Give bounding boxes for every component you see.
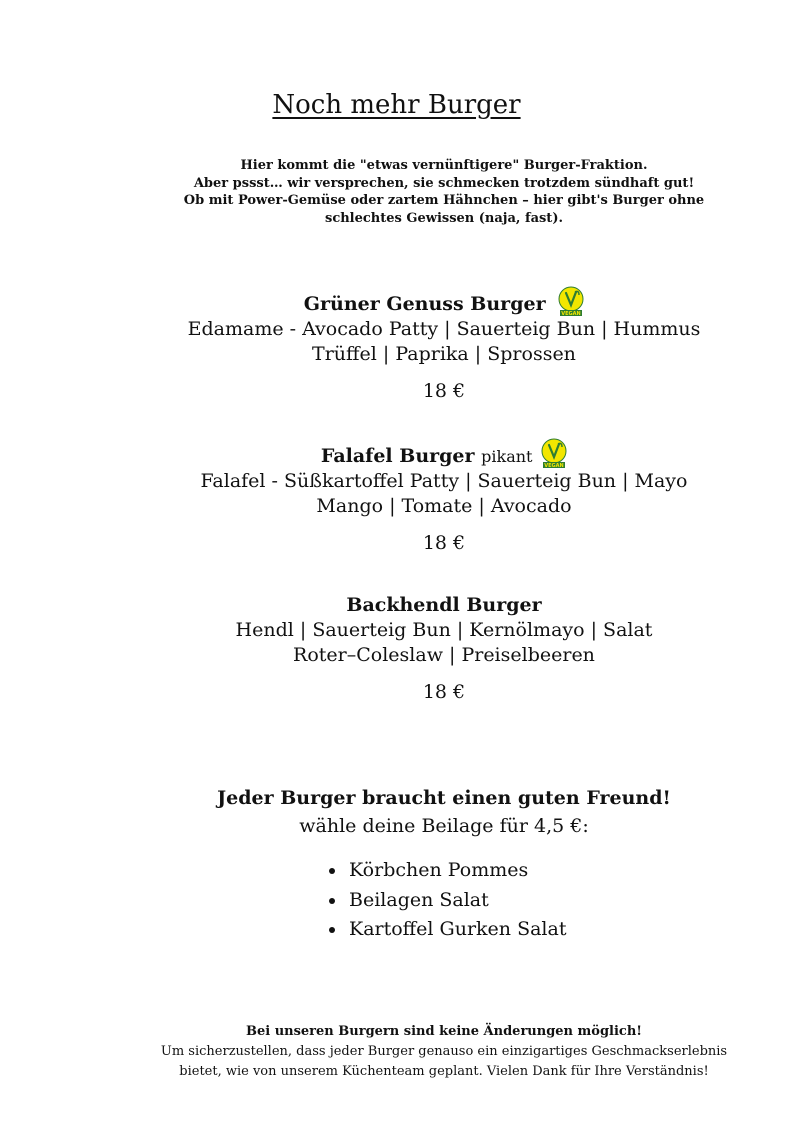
item-name: Grüner Genuss Burger (303, 293, 546, 315)
menu-item-falafel-burger (96, 438, 792, 556)
list-item (329, 886, 566, 916)
bullet-icon (329, 927, 335, 933)
item-description: Mango | Tomate | Avocado (316, 495, 572, 517)
sides-title: Jeder Burger braucht einen guten Freund! (217, 787, 671, 809)
sides-list (329, 856, 566, 945)
side-option: Beilagen Salat (349, 888, 489, 911)
list-item (329, 915, 566, 945)
item-title (96, 286, 792, 317)
item-price: 18 € (422, 681, 466, 703)
vegan-badge-icon (558, 286, 584, 316)
footer-line: bietet, wie von unserem Küchenteam geplant. Vielen Dank für Ihre Verständnis! (179, 1064, 709, 1079)
item-name: Falafel Burger (320, 445, 475, 467)
item-description: Roter–Coleslaw | Preiselbeeren (293, 644, 595, 666)
intro-line: schlechtes Gewissen (naja, fast). (325, 210, 563, 226)
sides-subtitle: wähle deine Beilage für 4,5 €: (299, 815, 589, 837)
item-title (96, 593, 792, 618)
side-option: Kartoffel Gurken Salat (349, 918, 567, 940)
item-description: Hendl | Sauerteig Bun | Kernölmayo | Salat (235, 619, 653, 641)
svg-text:VEGAN: VEGAN (544, 463, 564, 468)
item-description: Edamame - Avocado Patty | Sauerteig Bun | Hummus (187, 318, 701, 340)
item-title (96, 438, 792, 469)
item-price: 18 € (422, 532, 466, 554)
intro-line: Hier kommt die "etwas vernünftigere" Burger-Fraktion. (240, 158, 648, 173)
item-description: Trüffel | Paprika | Sprossen (312, 343, 576, 365)
menu-item-backhendl-burger (96, 593, 792, 705)
intro-line: Aber pssst… wir versprechen, sie schmecken trotzdem sündhaft gut! (193, 175, 695, 191)
item-tag: pikant (481, 447, 533, 466)
item-description: Falafel - Süßkartoffel Patty | Sauerteig Bun | Mayo (200, 470, 688, 492)
bullet-icon (329, 868, 335, 874)
intro-line: Ob mit Power-Gemüse oder zartem Hähnchen – hier gibt's Burger ohne (183, 193, 705, 208)
intro-text (96, 157, 792, 227)
bullet-icon (329, 898, 335, 904)
sides-section (96, 786, 792, 839)
side-option: Körbchen Pommes (349, 859, 529, 881)
footer-title: Bei unseren Burgern sind keine Änderungen möglich! (245, 1024, 643, 1039)
list-item (329, 856, 566, 886)
vegan-badge-icon (541, 438, 567, 468)
menu-item-gruener-genuss-burger (96, 286, 792, 404)
footer-note (96, 1022, 792, 1082)
page-title: Noch mehr Burger (272, 90, 521, 120)
item-price: 18 € (422, 380, 466, 402)
item-name: Backhendl Burger (346, 594, 542, 616)
svg-text:VEGAN: VEGAN (561, 311, 581, 316)
footer-line: Um sicherzustellen, dass jeder Burger genauso ein einzigartiges Geschmackserlebnis (160, 1044, 728, 1059)
